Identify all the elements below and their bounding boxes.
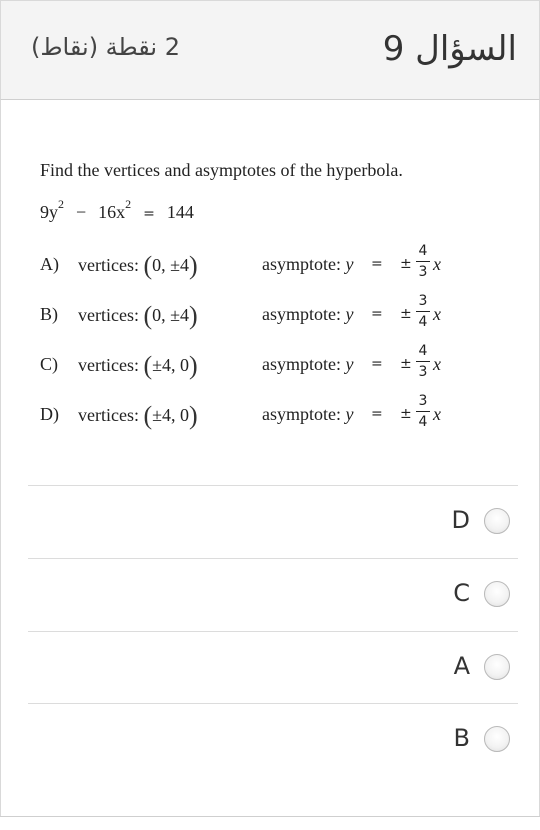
- answer-choice-c[interactable]: [28, 559, 518, 631]
- open-paren: (: [143, 401, 153, 430]
- open-paren: (: [143, 301, 153, 330]
- close-paren: ): [189, 251, 198, 280]
- asymptote-x: x: [433, 404, 441, 424]
- hyperbola-equation: [40, 197, 194, 223]
- option-b: [40, 294, 470, 338]
- fraction-bar: [416, 261, 430, 262]
- vertices-label: vertices:: [78, 255, 139, 275]
- open-paren: (: [143, 351, 153, 380]
- slope-fraction: [416, 393, 430, 430]
- option-a: [40, 244, 470, 288]
- radio-button[interactable]: [484, 508, 510, 534]
- close-paren: ): [189, 301, 198, 330]
- option-letter: C): [40, 354, 58, 374]
- asymptote-label: asymptote:: [262, 354, 341, 374]
- choice-label: B: [453, 724, 470, 752]
- question-points: 2 نقطة (نقاط): [31, 33, 180, 61]
- fraction-numerator: 4: [418, 343, 428, 359]
- question-header: [0, 0, 540, 100]
- option-d: [40, 394, 470, 438]
- option-vertices: [78, 301, 198, 330]
- fraction-bar: [416, 411, 430, 412]
- question-title: السؤال 9: [382, 29, 517, 69]
- asymptote-plus-minus: ±: [400, 256, 412, 272]
- slope-fraction: [416, 293, 430, 330]
- vertices-label: vertices:: [78, 305, 139, 325]
- option-vertices: [78, 251, 198, 280]
- fraction-denominator: 3: [418, 364, 428, 380]
- option-asymptote: [262, 304, 354, 325]
- open-paren: (: [143, 251, 153, 280]
- equation-exponent-x: 2: [125, 197, 132, 211]
- option-asymptote: [262, 404, 354, 425]
- vertices-label: vertices:: [78, 405, 139, 425]
- answer-choice-b[interactable]: [28, 704, 518, 776]
- equation-term-y: 9y: [40, 202, 58, 222]
- fraction-denominator: 4: [418, 414, 428, 430]
- asymptote-y: y: [345, 354, 354, 374]
- radio-button[interactable]: [484, 581, 510, 607]
- vertex-value: ±4, 0: [152, 405, 190, 425]
- asymptote-plus-minus: ±: [400, 356, 412, 372]
- asymptote-y: y: [345, 254, 354, 274]
- option-letter: D): [40, 404, 59, 424]
- question-prompt: Find the vertices and asymptotes of the hyperbola.: [40, 160, 403, 180]
- close-paren: ): [189, 351, 198, 380]
- asymptote-plus-minus: ±: [400, 406, 412, 422]
- vertex-value: 0, ±4: [152, 305, 190, 325]
- option-asymptote: [262, 354, 354, 375]
- asymptote-y: y: [345, 304, 354, 324]
- fraction-denominator: 4: [418, 314, 428, 330]
- close-paren: ): [189, 401, 198, 430]
- vertices-label: vertices:: [78, 355, 139, 375]
- fraction-bar: [416, 361, 430, 362]
- answer-choice-d[interactable]: [28, 486, 518, 558]
- fraction-numerator: 3: [418, 393, 428, 409]
- asymptote-x: x: [433, 254, 441, 274]
- equation-equals: =: [143, 206, 155, 222]
- asymptote-label: asymptote:: [262, 254, 341, 274]
- fraction-numerator: 4: [418, 243, 428, 259]
- equation-exponent-y: 2: [58, 197, 64, 211]
- answer-choice-a[interactable]: [28, 632, 518, 704]
- slope-fraction: [416, 243, 430, 280]
- option-asymptote: [262, 254, 354, 275]
- slope-fraction: [416, 343, 430, 380]
- radio-button[interactable]: [484, 726, 510, 752]
- option-letter: A): [40, 254, 59, 274]
- equation-minus: −: [76, 202, 87, 222]
- asymptote-y: y: [345, 404, 354, 424]
- asymptote-equals: =: [371, 306, 383, 322]
- vertex-value: ±4, 0: [152, 355, 190, 375]
- asymptote-x: x: [433, 354, 441, 374]
- bottom-border: [0, 816, 540, 817]
- equation-term-x: 16x: [98, 202, 126, 222]
- choice-label: D: [451, 506, 470, 534]
- choice-label: A: [453, 652, 470, 680]
- asymptote-x: x: [433, 304, 441, 324]
- vertex-value: 0, ±4: [152, 255, 190, 275]
- fraction-numerator: 3: [418, 293, 428, 309]
- option-letter: B): [40, 304, 58, 324]
- fraction-bar: [416, 311, 430, 312]
- asymptote-label: asymptote:: [262, 304, 341, 324]
- option-vertices: [78, 401, 198, 430]
- radio-button[interactable]: [484, 654, 510, 680]
- asymptote-label: asymptote:: [262, 404, 341, 424]
- fraction-denominator: 3: [418, 264, 428, 280]
- option-c: [40, 344, 470, 388]
- asymptote-plus-minus: ±: [400, 306, 412, 322]
- choice-label: C: [453, 579, 470, 607]
- option-vertices: [78, 351, 198, 380]
- asymptote-equals: =: [371, 356, 383, 372]
- equation-rhs: 144: [166, 202, 194, 222]
- asymptote-equals: =: [371, 256, 383, 272]
- asymptote-equals: =: [371, 406, 383, 422]
